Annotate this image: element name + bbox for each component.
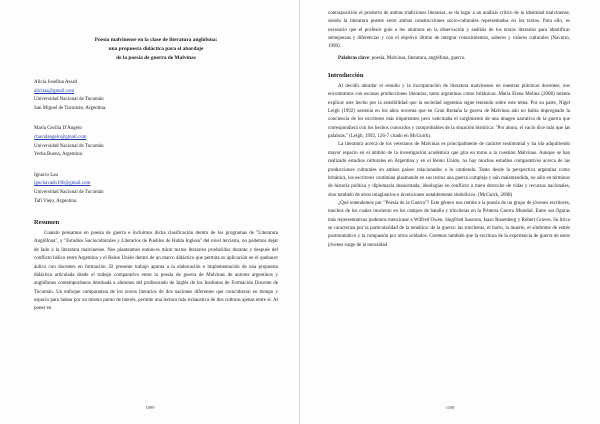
- author-location: Yerba Buena, Argentina.: [34, 152, 84, 158]
- title-line-3: de la poesía de guerra de Malvinas: [116, 55, 196, 61]
- author-name: Ignacio Lau: [34, 172, 59, 178]
- author-institution: Universidad Nacional de Tucumán: [34, 189, 104, 195]
- abstract-continuation: contraposición el producto de ambas tradiciones literarias, se da lugar a un análisis crítico de la identidad malvinense, siendo la literatura puente entre ambas construcciones socio-culturales representadas en los textos. Para ello, es necesario que el profesor guíe a los alumnos en la observación y análisis de los textos literarios para identificar semejanzas y diferencias y con el objetivo último de integrar conocimientos, saberes y valores culturales (Navarro, 1990).: [328, 11, 570, 50]
- intro-paragraph-2: La literatura acerca de los veteranos de Malvinas es principalmente de carácter testimonial y ha ido adquiriendo mayor espacio en el ámbito de la investigación académica que gira en torno a la cuestión Malvinas. Aunque se han realizado estudios culturales en Argentina y en el Reino Unido, no hay muchos estudios comparativos acerca de las producciones culturales en ambos países relacionados a la contienda. Tanto desde la perspectiva argentina como británica, los escritores continúan plasmando en sus textos una guerra compleja y aún malentendida, no sólo en términos de historia política y diplomacia desacertada, ideologías en conflicto o mero derroche de vidas y recursos nacionales, sino también de otros imaginarios e invenciones notablemente simbólicos. (McGuirk, 2008): [328, 142, 570, 198]
- author-email-link[interactable]: chavidangelo@gmail.com: [34, 134, 87, 140]
- author-block-1: [34, 79, 278, 113]
- intro-paragraph-1: Al decidir abordar el estudio y la incorporación de literatura malvinense en nuestras prácticas docentes, nos encontramos con escasas producciones literarias, tanto argentinas como británicas. María Elena Molina (2008) intenta explicar este hecho por la sensibilidad que la sociedad argentina sigue teniendo sobre este tema. Por su parte, Nigel Leigh (1992) sostenía en los años noventa que en Gran Bretaña la guerra de Malvinas aún no había impregnado la conciencia de los escritores más importantes pero vaticinaba el surgimiento de una imagen narrativa de la guerra que correspondiera con los hechos conocidos y comprobables de la situación histórica: "Por ahora, el vacío dice más que las palabras." (Leigh, 1992, 126-7 citado en McGuirk).: [328, 84, 570, 140]
- abstract-heading: Resumen: [34, 219, 60, 227]
- author-name: María Cecilia D'Angelo: [34, 126, 82, 132]
- abstract-paragraph: Cuando pensamos en poesía de guerra e incluimos dicha clasificación dentro de los programas de "Literatura Anglófona", y "Estudios Socioculturales y Literarios de Pueblos de Habla Inglesa" del nivel terciario, no podemos dejar de lado a la literatura malvinense. Nos planteamos entonces mirar textos literarios producidos durante y después del conflicto bélico entre Argentina y el Reino Unido dentro de un marco didáctico que permita su aplicación en el quehacer áulico con docentes en formación. El presente trabajo apunta a la elaboración e implementación de una propuesta didáctica articulada desde el trabajo comparativo entre la poesía de guerra de Malvinas de autores argentinos y anglófonos contemporáneos destinada a alumnos del profesorado de Inglés de los Institutos de Formación Docente de Tucumán. Un enfoque comparatista de los textos literarios de dos naciones diferentes que coincidieron en tiempo y espacio para ladear por un mismo punto de interés, permite una lectura más exhaustiva de dos culturas ajenas entre sí. Al poner en: [34, 231, 278, 312]
- introduction-heading: Introducción: [328, 72, 364, 80]
- author-block-2: [34, 125, 278, 159]
- title-line-2: una propuesta didáctica para el abordaje: [108, 46, 204, 52]
- title-line-1: Poesía malvinense en la clase de literatura anglófona:: [94, 37, 218, 43]
- intro-paragraph-3: ¿Qué entendemos por "Poesía de la Guerra"? Este género nos remite a la poesía de un grupo de jóvenes escritores, muchos de los cuales murieron en los campos de batalla y trincheras en la Primera Guerra Mundial. Entre sus figuras más representativas podemos mencionar a Wilfred Owen, Siegfried Sassoon, Isaac Rosenberg y Robert Graves. Su lírica se caracteriza por la particularidad de la temática: de la guerra: las trincheras, el barro, la muerte, el síndrome de estrés postraumático y la compasión por otros soldados. Creemos también que la escritura de la experiencia de guerra de estos jóvenes surge de la necesidad: [328, 200, 570, 248]
- author-email-link[interactable]: alicitaa@gmail.com: [34, 88, 75, 94]
- author-location: Tafí Viejo, Argentina.: [34, 198, 78, 204]
- paper-title: [34, 36, 278, 63]
- author-name: Alicia Josefina Assad: [34, 80, 78, 85]
- author-block-3: [34, 172, 278, 206]
- page-number-left: 1099: [145, 405, 155, 410]
- right-page: [300, 0, 600, 424]
- author-institution: Universidad Nacional de Tucumán: [34, 97, 104, 103]
- keywords-text: poesía, Malvinas, literatura, anglófona, guerra.: [371, 55, 466, 61]
- author-email-link[interactable]: ignchavado100@gmail.com: [34, 181, 91, 187]
- keywords-label: Palabras clave: [338, 55, 369, 61]
- author-institution: Universidad Nacional de Tucumán: [34, 143, 104, 149]
- page-number-right: 1100: [445, 405, 455, 410]
- author-location: San Miguel de Tucumán, Argentina.: [34, 105, 107, 111]
- keywords-line: Palabras clave: poesía, Malvinas, literatura, anglófona, guerra.: [338, 55, 466, 61]
